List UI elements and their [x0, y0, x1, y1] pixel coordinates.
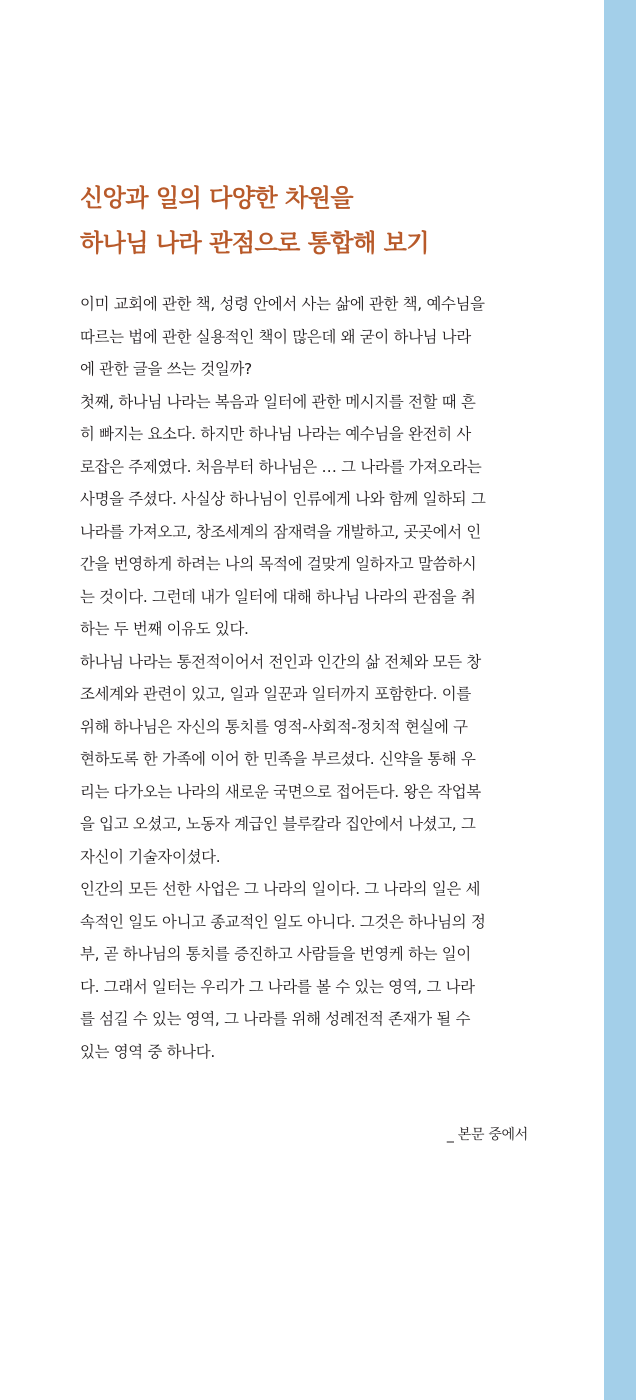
body-line: 사명을 주셨다. 사실상 하나님이 인류에게 나와 함께 일하되 그	[80, 490, 486, 508]
body-text	[80, 288, 528, 1068]
body-line: 하나님 나라는 통전적이어서 전인과 인간의 삶 전체와 모든 창	[80, 652, 481, 671]
source-attribution: _ 본문 중에서	[446, 1127, 528, 1143]
title-line-2: 하나님 나라 관점으로 통합해 보기	[80, 229, 429, 257]
body-line: 간을 번영하게 하려는 나의 목적에 걸맞게 일하자고 말씀하시	[80, 555, 477, 573]
body-line: 을 입고 오셨고, 노동자 계급인 블루칼라 집안에서 나셨고, 그	[80, 815, 476, 833]
body-line: 에 관한 글을 쓰는 것일까?	[80, 360, 252, 378]
body-line: 위해 하나님은 자신의 통치를 영적-사회적-정치적 현실에 구	[80, 717, 468, 736]
body-line: 부, 곧 하나님의 통치를 증진하고 사람들을 번영케 하는 일이	[80, 945, 471, 963]
side-color-bar	[604, 0, 636, 1400]
body-line: 다. 그래서 일터는 우리가 그 나라를 볼 수 있는 영역, 그 나라	[80, 977, 475, 996]
section-title	[80, 176, 560, 266]
body-line: 자신이 기술자이셨다.	[80, 847, 221, 866]
body-line: 첫째, 하나님 나라는 복음과 일터에 관한 메시지를 전할 때 흔	[80, 392, 476, 411]
body-line: 인간의 모든 선한 사업은 그 나라의 일이다. 그 나라의 일은 세	[80, 880, 481, 898]
body-line: 현하도록 한 가족에 이어 한 민족을 부르셨다. 신약을 통해 우	[80, 750, 476, 768]
body-line: 리는 다가오는 나라의 새로운 국면으로 접어든다. 왕은 작업복	[80, 782, 481, 801]
body-line: 하는 두 번째 이유도 있다.	[80, 620, 249, 638]
body-line: 조세계와 관련이 있고, 일과 일꾼과 일터까지 포함한다. 이를	[80, 685, 471, 703]
body-line: 나라를 가져오고, 창조세계의 잠재력을 개발하고, 곳곳에서 인	[80, 522, 481, 541]
body-line: 를 섬길 수 있는 영역, 그 나라를 위해 성례전적 존재가 될 수	[80, 1010, 471, 1028]
body-line: 는 것이다. 그런데 내가 일터에 대해 하나님 나라의 관점을 취	[80, 587, 476, 606]
body-line: 속적인 일도 아니고 종교적인 일도 아니다. 그것은 하나님의 정	[80, 912, 486, 931]
body-line: 이미 교회에 관한 책, 성령 안에서 사는 삶에 관한 책, 예수님을	[80, 295, 485, 313]
body-line: 히 빠지는 요소다. 하지만 하나님 나라는 예수님을 완전히 사	[80, 425, 471, 443]
body-line: 따르는 법에 관한 실용적인 책이 많은데 왜 굳이 하나님 나라	[80, 327, 471, 346]
title-line-1: 신앙과 일의 다양한 차원을	[80, 184, 354, 212]
body-line: 로잡은 주제였다. 처음부터 하나님은 … 그 나라를 가져오라는	[80, 457, 482, 476]
body-line: 있는 영역 중 하나다.	[80, 1042, 215, 1061]
